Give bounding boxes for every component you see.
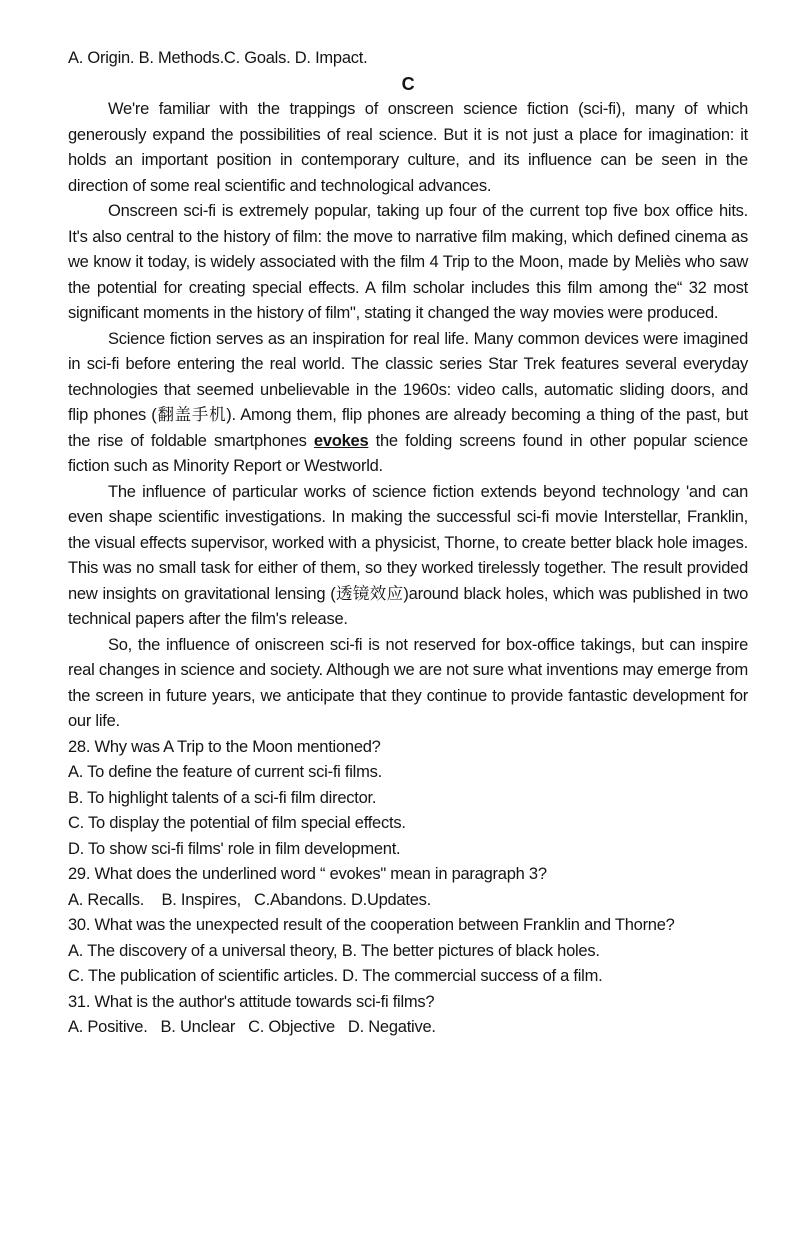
question-28-option-d: D. To show sci-fi films' role in film development. (68, 839, 401, 858)
question-30 (68, 913, 748, 990)
question-31-stem: 31. What is the author's attitude towards sci-fi films? (68, 992, 435, 1011)
question-30-stem: 30. What was the unexpected result of the cooperation between Franklin and Thorne? (68, 916, 675, 934)
passage-paragraph-2: Onscreen sci-fi is extremely popular, taking up four of the current top five box office hits. It's also central to the history of film: the move to narrative film making, which defined cinema as we know it today, is widely associated with the film 4 Trip to the Moon, made by Meliès who saw the potential for creating special effects. A film scholar includes this film among the“ 32 most significant moments in the history of film", stating it changed the way movies were produced. (68, 202, 748, 322)
question-29-stem: 29. What does the underlined word “ evokes" mean in paragraph 3? (68, 865, 547, 883)
passage-paragraph-1: We're familiar with the trappings of onscreen science fiction (sci-fi), many of which generously expand the possibilities of real science. But it is not just a place for imagination: it holds an important position in contemporary culture, and its influence can be seen in the direction of some real scientific and technological advances. (68, 100, 748, 195)
question-30-options-cd: C. The publication of scientific articles. D. The commercial success of a film. (68, 967, 603, 985)
question-28-option-a: A. To define the feature of current sci-fi films. (68, 763, 382, 781)
previous-question-options: A. Origin. B. Methods.C. Goals. D. Impact. (68, 49, 368, 67)
question-31 (68, 990, 748, 1041)
underlined-word-evokes: evokes (313, 431, 369, 450)
question-31-options: A. Positive. B. Unclear C. Objective D. Negative. (68, 1018, 436, 1036)
paragraph-3-text-after: the folding screens found in other popular science fiction such as Minority Report or Westworld. (68, 431, 748, 475)
passage-paragraph-5: So, the influence of oniscreen sci-fi is not reserved for box-office takings, but can inspire real changes in science and society. Although we are not sure what inventions may emerge from the screen in future years, we anticipate that they continue to provide fantastic development for our life. (68, 635, 748, 730)
question-29 (68, 862, 748, 913)
question-30-options-ab: A. The discovery of a universal theory, B. The better pictures of black holes. (68, 941, 600, 960)
passage-section-heading: C (401, 73, 415, 94)
question-28-option-c: C. To display the potential of film special effects. (68, 814, 406, 832)
question-28-option-b: B. To highlight talents of a sci-fi film director. (68, 788, 377, 807)
question-29-options: A. Recalls. B. Inspires, C.Abandons. D.Updates. (68, 890, 432, 909)
question-28 (68, 735, 748, 863)
paragraph-3-text-before: Science fiction serves as an inspiration for real life. Many common devices were imagined in sci-fi before entering the real world. The classic series Star Trek features several everyday technologies that seemed unbelievable in the 1960s: video calls, automatic sliding doors, and flip phones (翻盖手机). Among them, flip phones are already becoming a thing of the past, but the rise of foldable smartphones (68, 329, 748, 450)
passage-paragraph-4: The influence of particular works of science fiction extends beyond technology 'and can even shape scientific investigations. In making the successful sci-fi movie Interstellar, Franklin, the visual effects supervisor, worked with a physicist, Thorne, to create better black hole images. This was no small task for either of them, so they worked tirelessly together. The result provided new insights on gravitational lensing (透镜效应)around black holes, which was published in two technical papers after the film's release. (68, 482, 748, 628)
passage-paragraph-3 (68, 327, 748, 480)
question-28-stem: 28. Why was A Trip to the Moon mentioned? (68, 737, 381, 756)
